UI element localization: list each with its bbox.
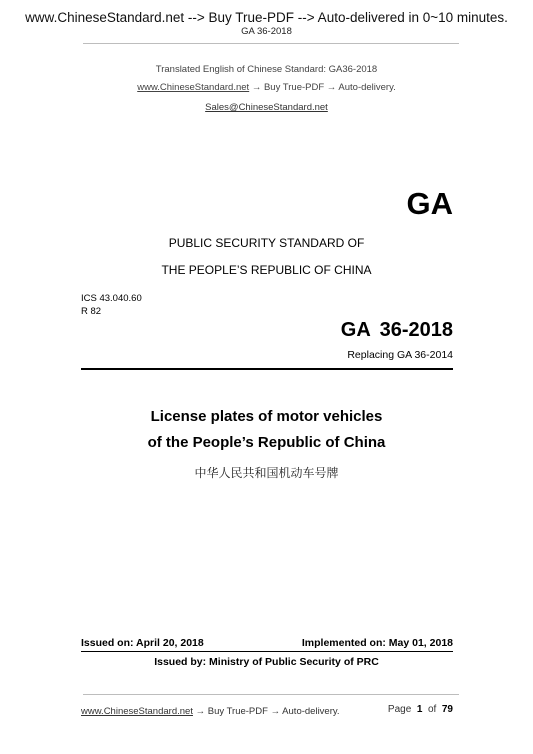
header-divider: [83, 43, 459, 44]
document-title-line-1: License plates of motor vehicles: [150, 408, 383, 425]
document-title-chinese: 中华人民共和国机动车号牌: [194, 466, 339, 480]
header-banner[interactable]: www.ChineseStandard.net --> Buy True-PDF --> Auto-delivered in 0~10 minutes.: [25, 10, 508, 25]
org-line-1: PUBLIC SECURITY STANDARD OF: [168, 236, 365, 250]
issued-on: Issued on: April 20, 2018: [81, 637, 204, 649]
replacing-note: Replacing GA 36-2014: [347, 349, 453, 361]
ga-mark: GA: [406, 186, 453, 221]
footer-buy-text: → Buy True-PDF → Auto-delivery.: [195, 706, 340, 717]
buy-text: → Buy True-PDF → Auto-delivery.: [251, 82, 396, 93]
ics-code: ICS 43.040.60: [81, 293, 142, 304]
page-label: Page: [387, 704, 412, 715]
org-line-2: THE PEOPLE’S REPUBLIC OF CHINA: [161, 263, 372, 277]
page-current: 1: [416, 704, 423, 715]
header-standard-code: GA 36-2018: [241, 26, 292, 37]
issue-divider: [81, 651, 453, 652]
footer-buy-line: [81, 706, 340, 717]
implemented-on: Implemented on: May 01, 2018: [301, 637, 453, 649]
issued-by: Issued by: Ministry of Public Security of PRC: [154, 656, 379, 668]
r-code: R 82: [81, 306, 102, 317]
document-title-line-2: of the People’s Republic of China: [147, 434, 386, 451]
sales-email-link[interactable]: Sales@ChineseStandard.net: [205, 102, 328, 113]
footer-divider: [83, 694, 459, 695]
page-of: of: [427, 704, 437, 715]
buy-line: [0, 82, 533, 93]
page-total: 79: [441, 704, 453, 715]
footer-site-link[interactable]: www.ChineseStandard.net: [81, 706, 193, 717]
title-divider: [81, 368, 453, 370]
page-indicator: [388, 704, 453, 715]
standard-number: GA 36-2018: [340, 319, 453, 341]
sales-email: [0, 102, 533, 113]
site-link[interactable]: www.ChineseStandard.net: [137, 82, 250, 93]
translated-note: Translated English of Chinese Standard: GA36-2018: [155, 64, 378, 75]
